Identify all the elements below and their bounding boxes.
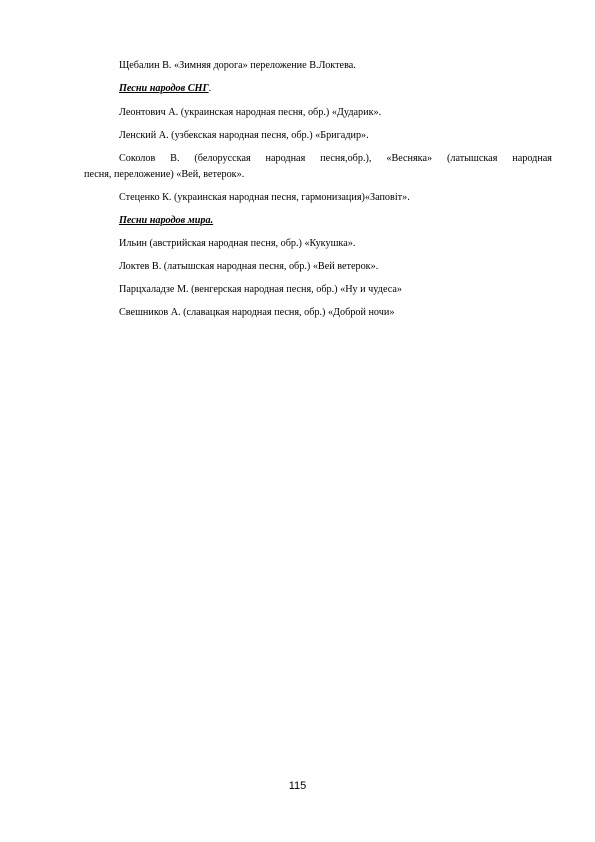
- word: Соколов: [119, 153, 156, 164]
- section-heading-cis: [119, 82, 211, 95]
- section-heading-world: [119, 214, 213, 227]
- word: песня,обр.),: [320, 153, 372, 164]
- section-heading-world-text: Песни народов мира.: [119, 215, 214, 226]
- entry-shebalin: Щебалин В. «Зимняя дорога» переложение В.Локтева.: [119, 60, 356, 71]
- entry-leontovich: Леонтович А. (украинская народная песня, обр.) «Дударик».: [119, 107, 382, 118]
- entry-lensky: Ленский А. (узбекская народная песня, обр.) «Бригадир».: [119, 130, 369, 141]
- entry-sokolov-first-line: [119, 152, 552, 165]
- word: В.: [170, 153, 180, 164]
- section-heading-cis-text: Песни народов СНГ: [119, 83, 209, 94]
- word: (латышская: [446, 153, 498, 164]
- page-number: 115: [288, 780, 307, 792]
- word: народная: [265, 153, 306, 164]
- entry-loktev: Локтев В. (латышская народная песня, обр.) «Вей ветерок».: [119, 261, 379, 272]
- entry-partskhaladze: Парцхаладзе М. (венгерская народная песня, обр.) «Ну и чудеса»: [119, 284, 402, 295]
- word: (белорусская: [194, 153, 251, 164]
- entry-stetsenko: Стеценко К. (украинская народная песня, гармонизация)«Заповіт».: [119, 192, 410, 203]
- entry-sveshnikov: Свешников А. (славацкая народная песня, обр.) «Доброй ночи»: [119, 307, 395, 318]
- entry-sokolov-continuation: песня, переложение) «Вей, ветерок».: [84, 169, 245, 180]
- entry-ilyin: Ильин (австрийская народная песня, обр.) «Кукушка».: [119, 238, 356, 249]
- word: народная: [512, 153, 552, 164]
- word: «Весняка»: [386, 153, 433, 164]
- section-heading-cis-trail: .: [208, 83, 212, 94]
